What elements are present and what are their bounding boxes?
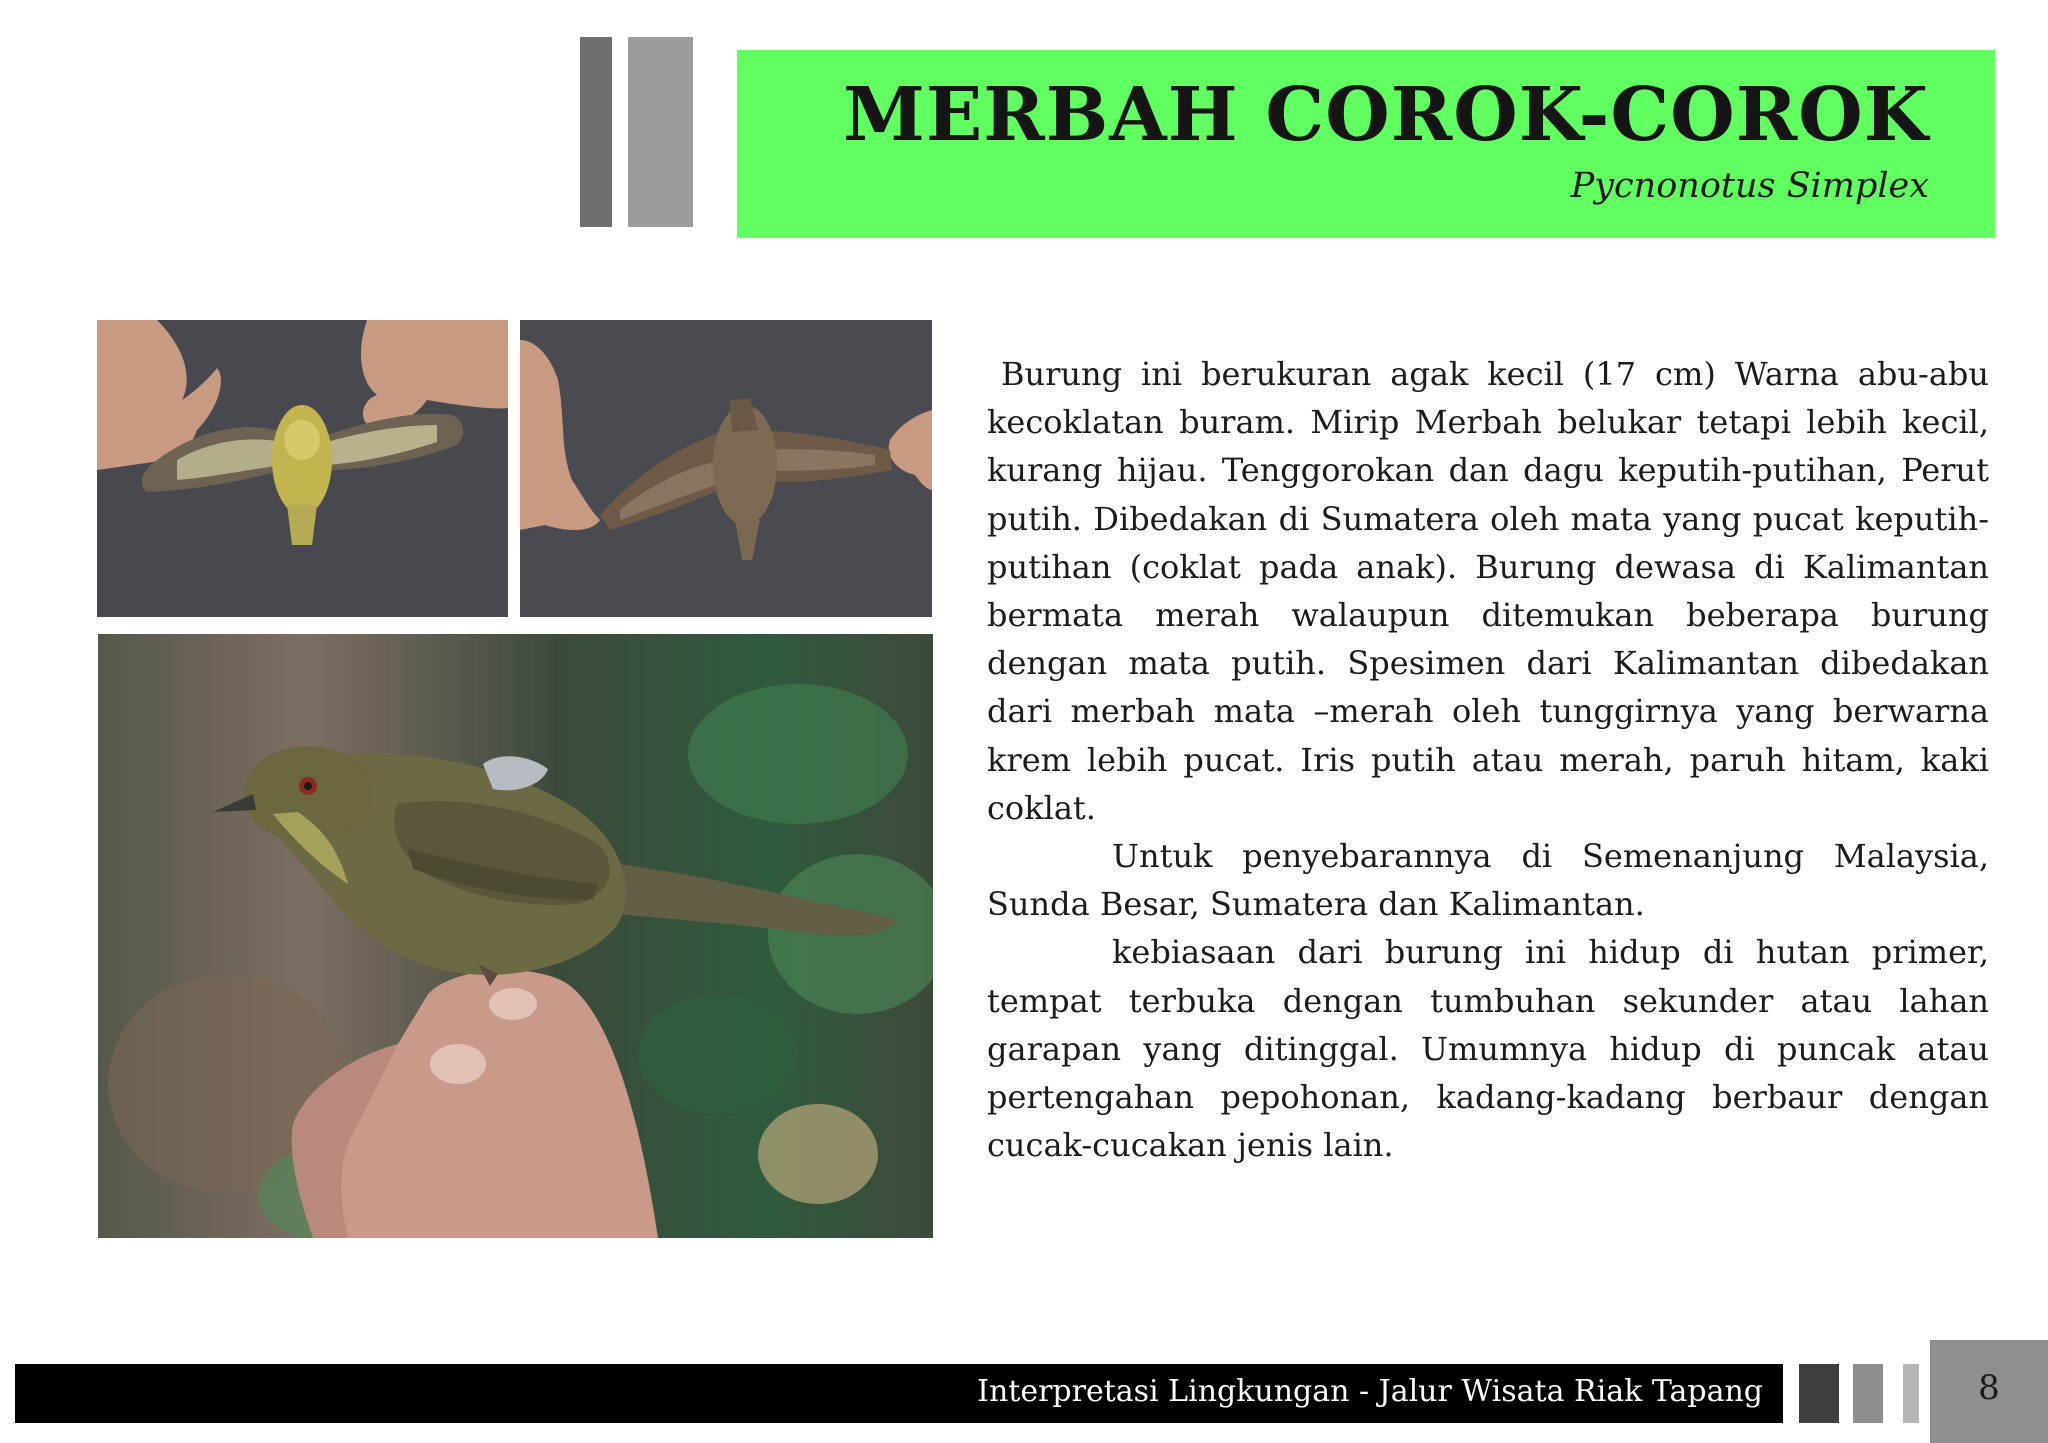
page-number-box xyxy=(1930,1340,2048,1443)
footer-title: Interpretasi Lingkungan - Jalur Wisata Riak Tapang xyxy=(977,1374,1763,1409)
footer-decor-square-mid xyxy=(1853,1364,1883,1423)
bird-wings-spread-underside-photo xyxy=(97,320,508,617)
article-paragraph-habitat: kebiasaan dari burung ini hidup di hutan primer, tempat terbuka dengan tumbuhan sekunder atau lahan garapan yang ditinggal. Umumnya hidup di puncak atau pertengahan pepohonan, kadang-kadang berbaur dengan cucak-cucakan jenis lain. xyxy=(987,933,1989,1165)
page-title: MERBAH COROK-COROK xyxy=(842,72,1929,158)
article-body xyxy=(987,350,1989,1169)
article-paragraph-distribution: Untuk penyebarannya di Semenanjung Malaysia, Sunda Besar, Sumatera dan Kalimantan. xyxy=(987,837,1989,924)
header-decor-bar-dark xyxy=(580,37,612,227)
bird-wings-spread-upperside-photo xyxy=(520,320,932,617)
footer-decor-square-dark xyxy=(1799,1364,1839,1423)
bird-perched-on-hand-photo xyxy=(98,634,933,1238)
footer-decor-square-light xyxy=(1903,1364,1919,1423)
footer-band xyxy=(15,1364,1783,1423)
page-number: 8 xyxy=(1978,1368,2000,1408)
header-decor-bar-light xyxy=(628,37,693,227)
title-banner xyxy=(737,50,1995,238)
article-paragraph-description: Burung ini berukuran agak kecil (17 cm) Warna abu-abu kecoklatan buram. Mirip Merbah belukar tetapi lebih kecil, kurang hijau. Tenggorokan dan dagu keputih-putihan, Perut putih. Dibedakan di Sumatera oleh mata yang pucat keputih-putihan (coklat pada anak). Burung dewasa di Kalimantan bermata merah walaupun ditemukan beberapa burung dengan mata putih. Spesimen dari Kalimantan dibedakan dari merbah mata –merah oleh tunggirnya yang berwarna krem lebih pucat. Iris putih atau merah, paruh hitam, kaki coklat. xyxy=(987,355,1989,827)
scientific-name: Pycnonotus Simplex xyxy=(1570,166,1929,206)
